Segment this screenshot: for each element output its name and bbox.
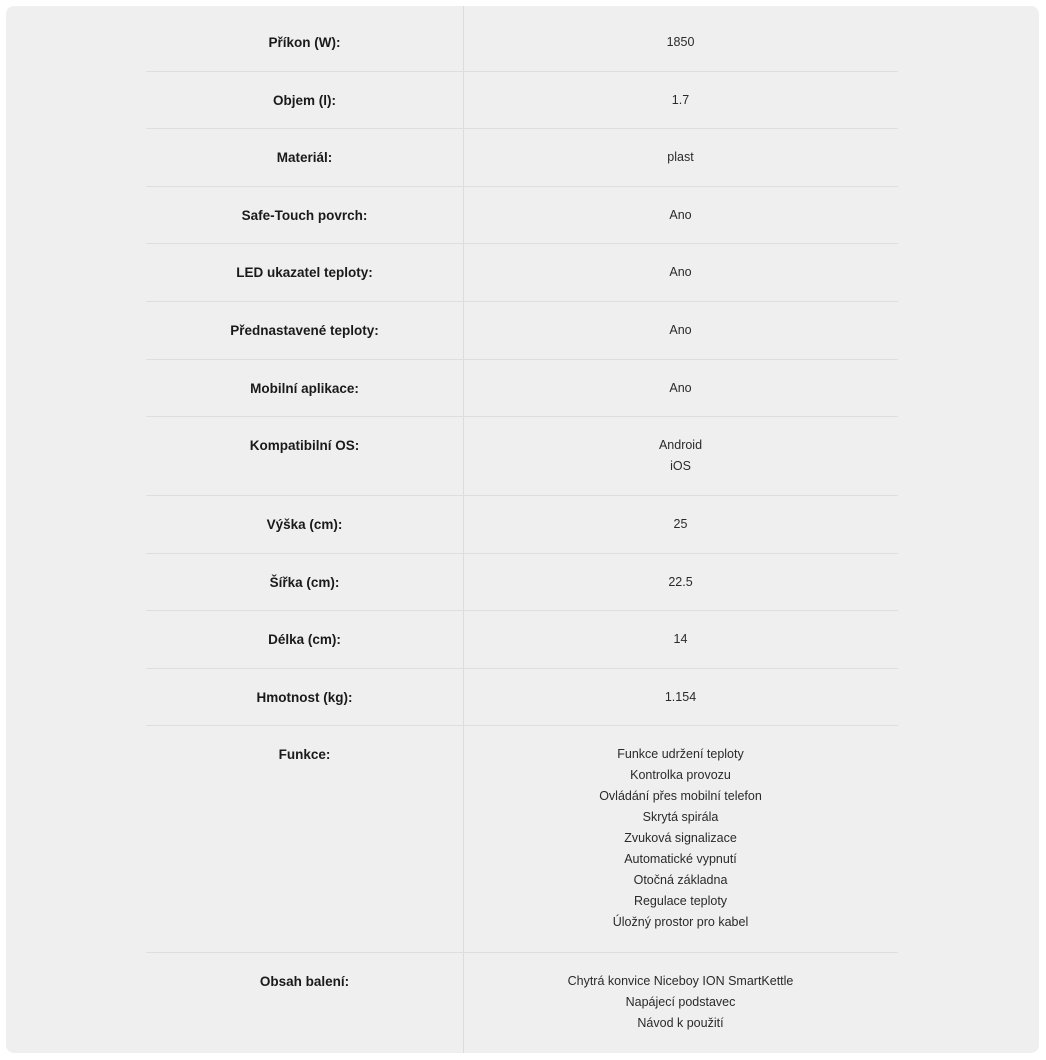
- spec-row: [146, 302, 898, 360]
- spec-value: [463, 129, 898, 186]
- spec-value-item: plast: [667, 150, 694, 164]
- spec-label: Mobilní aplikace:: [250, 381, 359, 396]
- spec-label: Příkon (W):: [268, 35, 341, 50]
- spec-value: [463, 244, 898, 301]
- spec-row: [146, 6, 898, 72]
- spec-value-item: Chytrá konvice Niceboy ION SmartKettle: [567, 974, 794, 988]
- spec-row: [146, 611, 898, 669]
- spec-row: [146, 496, 898, 554]
- spec-value-item: Návod k použití: [637, 1016, 724, 1030]
- spec-value: [463, 302, 898, 359]
- spec-value: [463, 953, 898, 1050]
- spec-value-item: Ano: [669, 265, 692, 279]
- spec-label: Obsah balení:: [259, 974, 350, 989]
- spec-value-item: Úložný prostor pro kabel: [612, 915, 749, 929]
- spec-row: [146, 129, 898, 187]
- spec-label: LED ukazatel teploty:: [236, 265, 373, 280]
- spec-value: [463, 6, 898, 71]
- spec-value: [463, 360, 898, 416]
- spec-value-item: 1.7: [671, 93, 690, 107]
- spec-label: Funkce:: [278, 747, 331, 762]
- spec-value: [463, 496, 898, 553]
- spec-value-item: iOS: [670, 459, 691, 473]
- spec-row: [146, 417, 898, 496]
- spec-value-item: Regulace teploty: [633, 894, 728, 908]
- spec-table: [146, 6, 898, 1050]
- spec-label: Materiál:: [276, 150, 333, 165]
- spec-value-item: Zvuková signalizace: [624, 831, 737, 845]
- spec-value: [463, 417, 898, 495]
- spec-value-item: Android: [658, 438, 703, 452]
- spec-row: [146, 726, 898, 953]
- spec-value-item: Skrytá spirála: [642, 810, 719, 824]
- spec-value-item: Ovládání přes mobilní telefon: [599, 789, 762, 803]
- spec-label: Šířka (cm):: [269, 575, 340, 590]
- spec-value-item: 25: [673, 517, 688, 531]
- spec-label: Délka (cm):: [268, 632, 341, 647]
- spec-value-item: 22.5: [668, 575, 693, 589]
- spec-label: Objem (l):: [273, 93, 336, 108]
- spec-value: [463, 669, 898, 725]
- spec-value-item: 1.154: [664, 690, 697, 704]
- spec-value-item: Funkce udržení teploty: [617, 747, 744, 761]
- spec-value-item: Otočná základna: [633, 873, 728, 887]
- spec-row: [146, 554, 898, 611]
- spec-label: Safe-Touch povrch:: [241, 208, 368, 223]
- spec-value: [463, 726, 898, 952]
- spec-label: Výška (cm):: [266, 517, 343, 532]
- spec-value: [463, 554, 898, 610]
- spec-value: [463, 611, 898, 668]
- spec-value-item: 1850: [666, 35, 695, 49]
- spec-value: [463, 72, 898, 128]
- spec-label: Přednastavené teploty:: [230, 323, 379, 338]
- spec-value-item: Napájecí podstavec: [625, 995, 736, 1009]
- spec-value-item: Ano: [669, 381, 692, 395]
- spec-row: [146, 669, 898, 726]
- spec-value-item: 14: [673, 632, 688, 646]
- spec-value-item: Automatické vypnutí: [624, 852, 737, 866]
- spec-row: [146, 187, 898, 244]
- spec-row: [146, 953, 898, 1050]
- spec-row: [146, 244, 898, 302]
- spec-value-item: Ano: [669, 323, 692, 337]
- spec-label: Kompatibilní OS:: [249, 438, 360, 453]
- spec-value-item: Kontrolka provozu: [630, 768, 731, 782]
- spec-row: [146, 360, 898, 417]
- spec-label: Hmotnost (kg):: [256, 690, 353, 705]
- spec-row: [146, 72, 898, 129]
- spec-value: [463, 187, 898, 243]
- spec-value-item: Ano: [669, 208, 692, 222]
- spec-table-panel: [6, 6, 1039, 1053]
